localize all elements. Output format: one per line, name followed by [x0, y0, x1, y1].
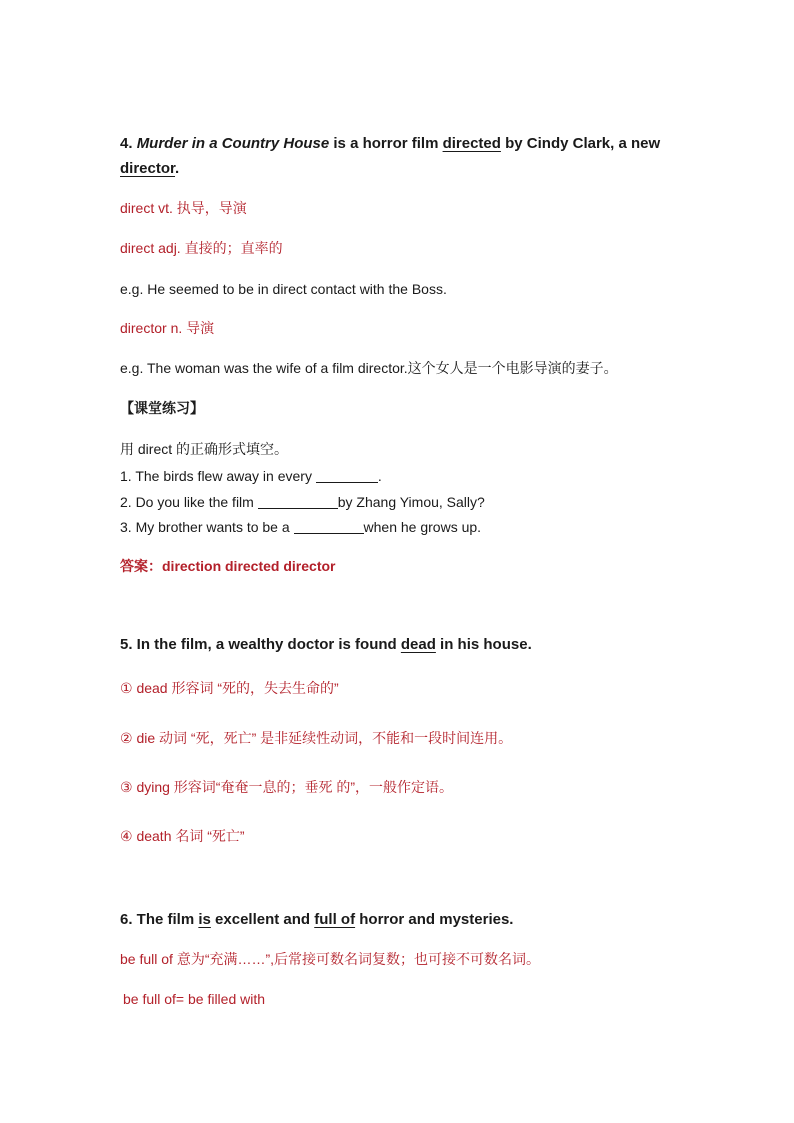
- note-be-full-of: be full of 意为“充满……”,后常接可数名词复数；也可接不可数名词。: [120, 951, 541, 967]
- section-4-sentence-cont: [120, 159, 179, 179]
- example-direct: e.g. He seemed to be in direct contact with the Boss.: [120, 281, 447, 297]
- note-direct-adj: direct adj. 直接的；直率的: [120, 240, 283, 256]
- section-4-number: 4.: [120, 135, 133, 152]
- sentence-text: excellent and: [210, 911, 315, 928]
- exercise-answer: 答案：direction directed director: [120, 558, 336, 574]
- note-direct-vt: direct vt. 执导，导演: [120, 200, 247, 216]
- note-die: ② die 动词 “死，死亡” 是非延续性动词，不能和一段时间连用。: [120, 730, 513, 746]
- section-4-sentence: [120, 134, 660, 154]
- sentence-text: 5. In the film, a wealthy doctor is found: [120, 636, 401, 653]
- exercise-question-3: [120, 517, 481, 537]
- sentence-text: is a horror film: [329, 135, 443, 152]
- exercise-question-1: [120, 466, 382, 486]
- sentence-text: 6. The film: [120, 911, 199, 928]
- sentence-text: horror and mysteries.: [355, 911, 514, 928]
- answer-blank[interactable]: [316, 468, 378, 483]
- section-5-sentence: [120, 635, 532, 655]
- answer-blank[interactable]: [258, 494, 338, 509]
- question-text: 2. Do you like the film: [120, 494, 258, 510]
- exercise-heading: 【课堂练习】: [120, 400, 204, 416]
- exercise-instruction: 用 direct 的正确形式填空。: [120, 441, 289, 457]
- note-director-n: director n. 导演: [120, 320, 215, 336]
- keyword-is: is: [198, 911, 211, 928]
- question-text: 1. The birds flew away in every: [120, 468, 316, 484]
- note-death: ④ death 名词 “死亡”: [120, 828, 245, 844]
- keyword-director: director: [120, 160, 176, 177]
- question-text: .: [377, 468, 382, 484]
- exercise-question-2: [120, 492, 485, 512]
- section-6-sentence: [120, 910, 513, 930]
- question-text: when he grows up.: [363, 519, 482, 535]
- note-dead: ① dead 形容词 “死的，失去生命的”: [120, 680, 339, 696]
- sentence-period: .: [175, 160, 180, 177]
- keyword-directed: directed: [442, 135, 501, 152]
- keyword-dead: dead: [400, 636, 436, 653]
- note-be-filled-with: be full of= be filled with: [123, 991, 266, 1007]
- film-title: Murder in a Country House: [136, 135, 330, 152]
- sentence-text: by Cindy Clark, a new: [500, 135, 661, 152]
- answer-blank[interactable]: [294, 519, 364, 534]
- keyword-full-of: full of: [314, 911, 356, 928]
- note-dying: ③ dying 形容词“奄奄一息的；垂死 的”，一般作定语。: [120, 779, 454, 795]
- example-director: e.g. The woman was the wife of a film director.这个女人是一个电影导演的妻子。: [120, 360, 618, 376]
- question-text: 3. My brother wants to be a: [120, 519, 294, 535]
- question-text: by Zhang Yimou, Sally?: [337, 494, 485, 510]
- sentence-text: in his house.: [435, 636, 532, 653]
